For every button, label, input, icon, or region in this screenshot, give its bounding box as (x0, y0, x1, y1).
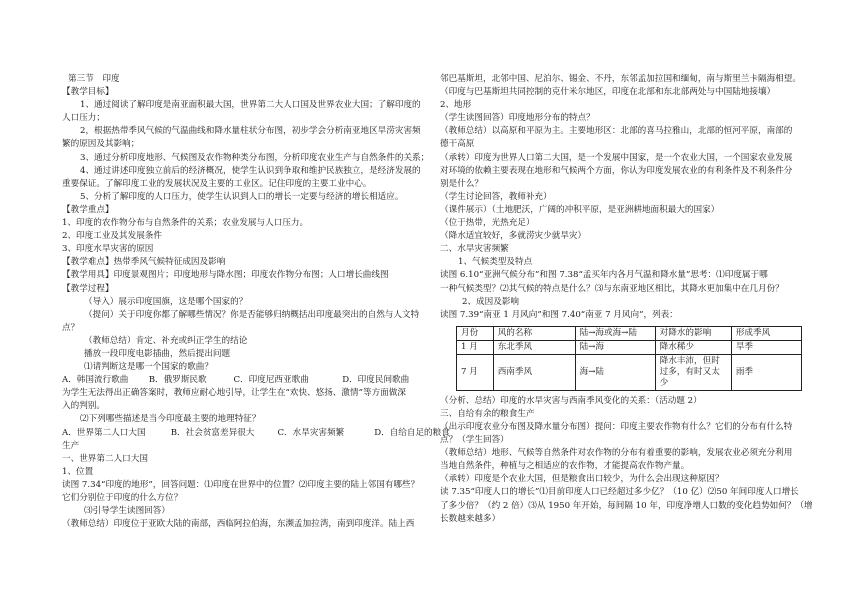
play-song: 播放一段印度电影插曲，然后提出问题 (84, 348, 231, 359)
kashmir-note: （印度与巴基斯坦共同控制的克什米尔地区，印度在北部和东北部两处与中国陆地接壤） (440, 87, 776, 98)
goals-heading: 【教学目标】 (62, 87, 114, 98)
terrain-heading: 2、地形 (440, 100, 472, 111)
slide-note-3: （降水适宜较好，多就涝灾少就旱灾） (440, 231, 587, 242)
q1-option-d: D．印度民间歌曲 (342, 375, 410, 386)
key-point-2: 2、印度工业及其发展条件 (62, 231, 162, 242)
goal-1: 1、通过阅读了解印度是南亚面积最大国，世界第二大人口国及世界农业大国；了解印度的 (80, 100, 421, 111)
table-header: 风的名称 (493, 326, 575, 340)
transition-1: （承转）印度为世界人口第二大国，是一个发展中国家，是一个农业大国，一个国家农业发展 (440, 152, 793, 163)
location-summary: （教师总结）印度位于亚欧大陆的南部，西临阿拉伯海，东濒孟加拉湾，南到印度洋。陆上西 (62, 519, 415, 530)
goal-2: 2，根据热带季风气候的气温曲线和降水量柱状分布图，初步学会分析南亚地区旱涝灾害频 (80, 126, 421, 137)
q1-option-a: A．韩国流行歌曲 (62, 375, 129, 386)
table-cell: 陆→海 (575, 340, 655, 354)
population-question: 读 7.35“印度人口的增长”⑴目前印度人口已经超过多少亿？（10 亿）⑵50 年间印度人口增长 (440, 487, 799, 498)
crop-summary-cont: 当地自然条件，种植与之相适应的农作物，才能提高农作物产量。 (440, 461, 690, 472)
section-1-heading: 一、世界第二人口大国 (62, 453, 148, 464)
left-column (62, 73, 450, 531)
table-cell: 降水稀少 (655, 340, 731, 354)
table-row (457, 354, 802, 390)
table-row (457, 340, 802, 354)
transition-1-cont: 对环境的依赖主要表现在地形和气候两个方面，你认为印度发展农业的有利条件及不利条件分 (440, 165, 793, 176)
climate-question: 读图 6.10“亚洲气候分布”和图 7.38“孟买年内各月气温和降水量”思考：⑴印度属于哪 (440, 270, 768, 281)
table-header: 月份 (457, 326, 494, 340)
table-cell: 海→陆 (575, 354, 655, 390)
table-header: 陆→海或海→陆 (575, 326, 655, 340)
teacher-summary: （教师总结）肯定、补充或纠正学生的结论 (84, 335, 248, 346)
table-header: 对降水的影响 (655, 326, 731, 340)
question-1-options (62, 374, 430, 387)
monsoon-table (456, 326, 802, 391)
goal-3: 3、通过分析印度地形、气候图及农作物种类分布图，分析印度农业生产与自然条件的关系； (80, 152, 430, 163)
right-column (440, 73, 813, 526)
process-question-cont: 点？ (62, 322, 80, 333)
transition-2: （承转）印度是个农业大国，但是粮食出口较少，为什么会出现这种原因？ (440, 474, 724, 485)
teaching-tools: 【教学用具】印度景观图片；印度地形与降水图；印度农作物分布图；人口增长曲线图 (62, 270, 389, 281)
table-cell: 7 月 (457, 354, 494, 390)
goal-1-cont: 人口压力； (62, 113, 105, 124)
transition-1-end: 别是什么？ (440, 178, 483, 189)
q2-option-d: D．自给自足的粮食 (374, 427, 450, 438)
question-2-options-cont: 生产 (62, 440, 80, 451)
climate-heading: 1、气候类型及特点 (458, 257, 533, 268)
q1-option-b: B．俄罗斯民歌 (148, 375, 207, 386)
key-points-heading: 【教学重点】 (62, 204, 114, 215)
table-cell: 旱季 (731, 340, 801, 354)
question-1: ⑴请判断这是哪一个国家的歌曲？ (84, 362, 213, 373)
guide-note: ⑶引导学生读图回答） (84, 506, 170, 517)
table-cell: 1 月 (457, 340, 494, 354)
location-summary-cont: 邻巴基斯坦，北邻中国、尼泊尔、锡金、不丹，东邻孟加拉国和缅甸，南与斯里兰卡隔海相望。 (440, 74, 801, 84)
table-cell: 东北季风 (493, 340, 575, 354)
terrain-summary: （教师总结）以高原和平原为主。主要地形区：北部的喜马拉雅山，北部的恒河平原，南部的 (440, 126, 793, 137)
table-cell: 降水丰沛，但时过多，有时又太少 (655, 354, 731, 390)
guidance-note: 为学生无法得出正确答案时，教师应耐心地引导，让学生在“欢快、悠扬、激情”等方面做深 (62, 388, 406, 399)
process-intro: （导入）展示印度国旗，这是哪个国家的？ (84, 296, 248, 307)
q2-option-c: C．水旱灾害频繁 (277, 427, 345, 438)
key-point-3: 3、印度水旱灾害的原因 (62, 244, 154, 255)
crop-question-cont: 点？（学生回答） (440, 435, 509, 446)
question-2-options (62, 427, 450, 440)
crop-question: （出示印度农业分布图及降水量分布图）提问：印度主要农作物有什么？它们的分布有什么特 (440, 421, 793, 432)
process-heading: 【教学过程】 (62, 283, 114, 294)
section-3-heading: 三、自给有余的粮食生产 (440, 408, 535, 419)
cause-heading: 2、成因及影响 (462, 296, 520, 307)
read-map-question: 读图 7.34“印度的地形”，回答问题：⑴印度在世界中的位置？⑵印度主要的陆上邻国有哪些？ (62, 479, 420, 490)
table-header-row (457, 326, 802, 340)
population-question-end: 长数越来越多） (440, 513, 501, 524)
lesson-title: 第三节 印度 (68, 74, 120, 84)
question-2: ⑵下列哪些描述是当今印度最主要的地理特征？ (80, 414, 261, 425)
crop-summary: （教师总结）地形、气候等自然条件对农作物的分布有着重要的影响，发展农业必须充分利用 (440, 448, 793, 459)
population-question-cont: 了多少倍？（约 2 倍）⑶从 1950 年开始，每间隔 10 年，印度净增人口数的变化趋势如何？（增 (440, 500, 813, 511)
goal-4-cont: 重要保证。了解印度工业的发展状况及主要的工业区。记住印度的主要工业中心。 (62, 178, 372, 189)
q2-option-a: A．世界第二人口大国 (62, 427, 146, 438)
terrain-summary-cont: 德干高原 (440, 139, 475, 150)
terrain-question: （学生读图回答）印度地形分布的特点？ (440, 113, 595, 124)
key-point-1: 1、印度的农作物分布与自然条件的关系；农业发展与人口压力。 (62, 218, 309, 229)
climate-question-cont: 一种气候类型？⑵其气候的特点是什么？⑶与东南亚地区相比，其降水更加集中在几月份？ (440, 283, 784, 294)
guidance-note-cont: 入的判别。 (62, 401, 105, 412)
slide-note-2: （位于热带，光热充足） (440, 218, 535, 229)
table-header: 形成季风 (731, 326, 801, 340)
section-2-heading: 二、水旱灾害频繁 (440, 244, 509, 255)
section-1-1-heading: 1、位置 (62, 466, 94, 477)
goal-2-cont: 繁的原因及其影响； (62, 139, 140, 150)
table-cell: 西南季风 (493, 354, 575, 390)
analysis-summary: （分析、总结）印度的水旱灾害与西南季风变化的关系：（活动题 2） (440, 395, 702, 406)
wind-table-intro: 读图 7.39“南亚 1 月风向”和图 7.40“南亚 7 月风向”，列表： (440, 309, 678, 320)
q1-option-c: C．印度尼西亚歌曲 (233, 375, 309, 386)
discussion-note: （学生讨论回答，教师补充） (440, 191, 552, 202)
read-map-question-cont: 它们分别位于印度的什么方位？ (62, 493, 183, 503)
q2-option-b: B．社会贫富差异很大 (170, 427, 255, 438)
goal-4: 4、通过讲述印度独立前后的经济概况，使学生认识到争取和维护民族独立，是经济发展的 (80, 165, 421, 176)
table-cell: 雨季 (731, 354, 801, 390)
process-question: （提问）关于印度你都了解哪些情况？你是否能够归纳概括出印度最突出的自然与人文特 (84, 309, 420, 320)
goal-5: 5、分析了解印度的人口压力，使学生认识到人口的增长一定要与经济的增长相适应。 (80, 191, 404, 202)
difficulty: 【教学难点】热带季风气候特征成因及影响 (62, 257, 226, 268)
slide-note-1: （课件展示）（土地肥沃，广阔的冲积平原，是亚洲耕地面积最大的国家） (440, 204, 720, 215)
